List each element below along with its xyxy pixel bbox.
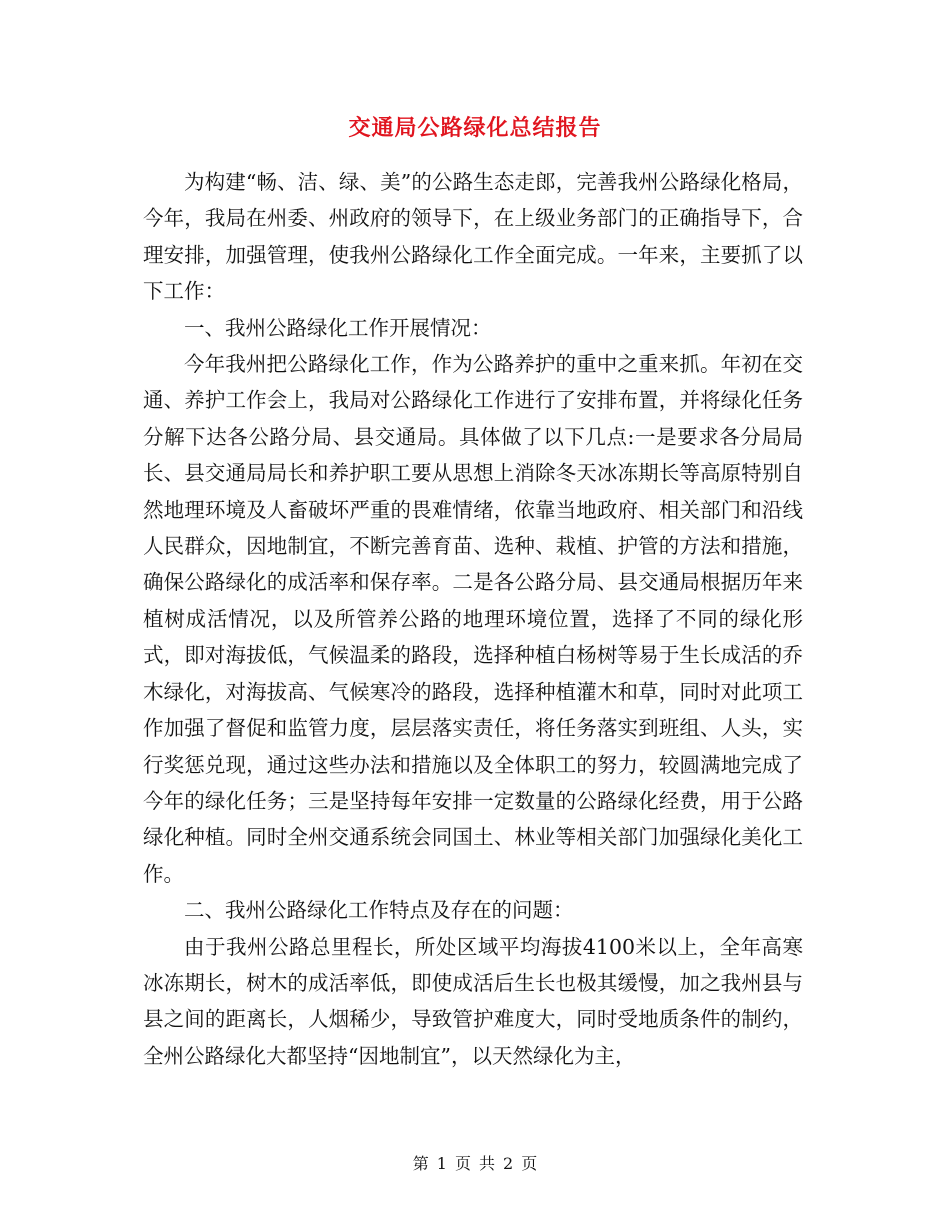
paragraph-section-2: 由于我州公路总里程长，所处区域平均海拔4100米以上，全年高寒冰冻期长，树木的成活率低，即使成活后生长也极其缓慢，加之我州县与县之间的距离长，人烟稀少，导致管护难度大，同时受地质条件的制约，全州公路绿化大都坚持“因地制宜”，以天然绿化为主， (143, 934, 803, 1068)
document-body (143, 164, 803, 1074)
section-heading-2: 二、我州公路绿化工作特点及存在的问题： (184, 898, 574, 923)
paragraph-section-1: 今年我州把公路绿化工作，作为公路养护的重中之重来抓。年初在交通、养护工作会上，我局对公路绿化工作进行了安排布置，并将绿化任务分解下达各公路分局、县交通局。具体做了以下几点:一是要求各分局局长、县交通局局长和养护职工要从思想上消除冬天冰冻期长等高原特别自然地理环境及人畜破坏严重的畏难情绪，依靠当地政府、相关部门和沿线人民群众，因地制宜，不断完善育苗、选种、栽植、护管的方法和措施，确保公路绿化的成活率和保存率。二是各公路分局、县交通局根据历年来植树成活情况，以及所管养公路的地理环境位置，选择了不同的绿化形式，即对海拔低，气候温柔的路段，选择种植白杨树等易于生长成活的乔木绿化，对海拔高、气候寒冷的路段，选择种植灌木和草，同时对此项工作加强了督促和监管力度，层层落实责任，将任务落实到班组、人头，实行奖惩兑现，通过这些办法和措施以及全体职工的努力，较圆满地完成了今年的绿化任务；三是坚持每年安排一定数量的公路绿化经费，用于公路绿化种植。同时全州交通系统会同国土、林业等相关部门加强绿化美化工作。 (143, 352, 803, 886)
footer-label-end: 页 (521, 1154, 538, 1173)
paragraph-intro: 为构建“畅、洁、绿、美”的公路生态走郎，完善我州公路绿化格局，今年，我局在州委、州政府的领导下，在上级业务部门的正确指导下，合理安排，加强管理，使我州公路绿化工作全面完成。一年来，主要抓了以下工作： (143, 170, 803, 304)
footer-label-page: 第 (412, 1154, 429, 1173)
page-footer (0, 1152, 950, 1176)
section-heading-1: 一、我州公路绿化工作开展情况： (184, 315, 492, 340)
footer-current-page: 1 (436, 1154, 447, 1173)
document-title: 交通局公路绿化总结报告 (348, 115, 602, 141)
footer-total-pages: 2 (503, 1154, 514, 1173)
footer-label-total: 共 (479, 1154, 496, 1173)
footer-label-of: 页 (454, 1154, 471, 1173)
